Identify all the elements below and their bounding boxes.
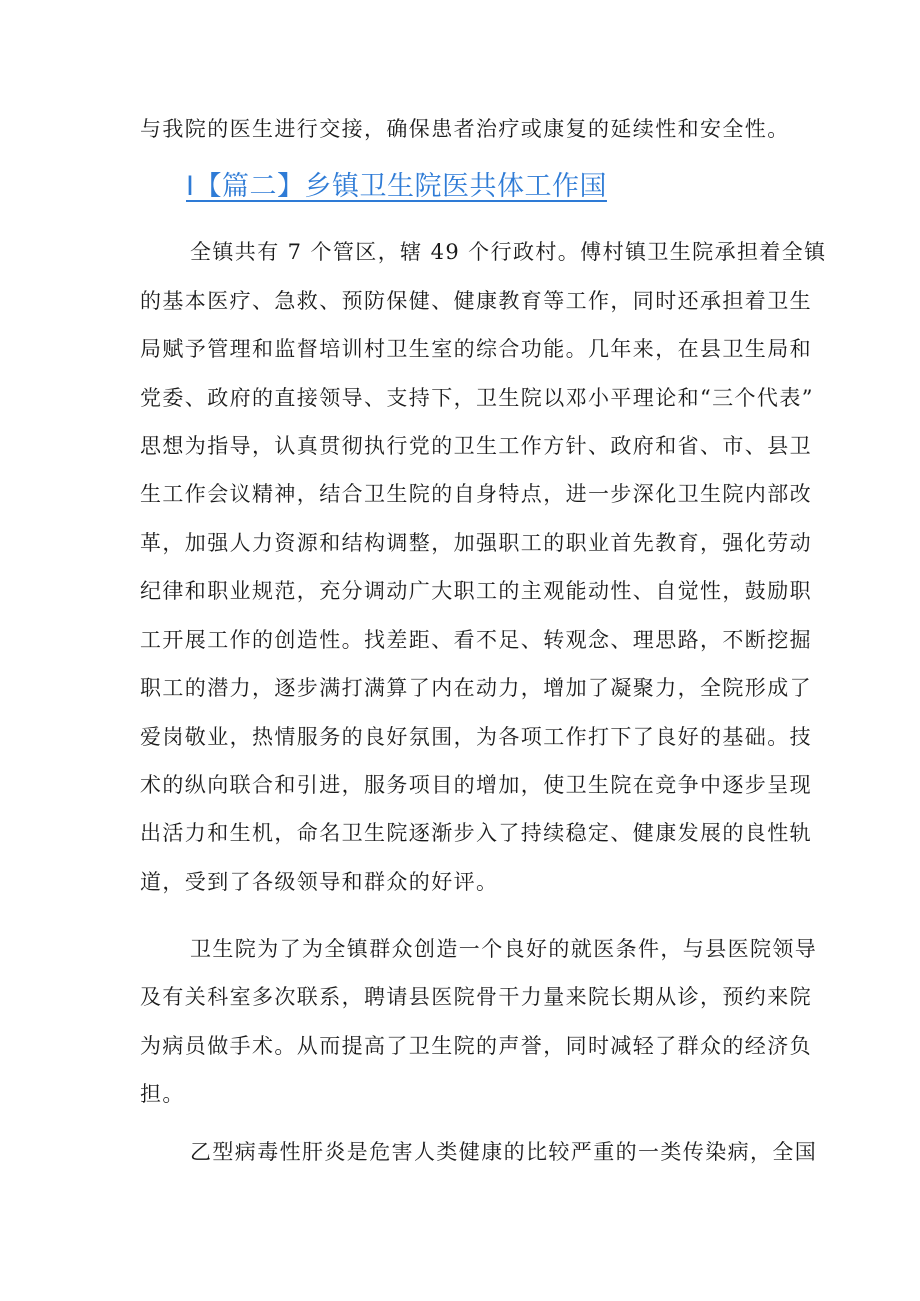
paragraph-line: 生工作会议精神，结合卫生院的自身特点，进一步深化卫生院内部改 <box>140 482 812 506</box>
paragraph-line: 术的纵向联合和引进，服务项目的增加，使卫生院在竞争中逐步呈现 <box>140 773 812 797</box>
paragraph-line: 担。 <box>140 1082 185 1106</box>
section-heading[interactable]: I【篇二】乡镇卫生院医共体工作国 <box>186 171 607 202</box>
intro-line: 与我院的医生进行交接，确保患者治疗或康复的延续性和安全性。 <box>140 117 790 141</box>
paragraph-line: 道，受到了各级领导和群众的好评。 <box>140 870 499 894</box>
paragraph-line: 局赋予管理和监督培训村卫生室的综合功能。几年来，在县卫生局和 <box>140 337 812 361</box>
paragraph-line: 爱岗敬业，热情服务的良好氛围，为各项工作打下了良好的基础。技 <box>140 725 812 749</box>
paragraph-line: 党委、政府的直接领导、支持下，卫生院以邓小平理论和“三个代表” <box>140 386 814 410</box>
paragraph-line: 的基本医疗、急救、预防保健、健康教育等工作，同时还承担着卫生 <box>140 289 812 313</box>
paragraph-line: 职工的潜力，逐步满打满算了内在动力，增加了凝聚力，全院形成了 <box>140 676 812 700</box>
paragraph-line: 及有关科室多次联系，聘请县医院骨干力量来院长期从诊，预约来院 <box>140 985 812 1009</box>
paragraph-line: 思想为指导，认真贯彻执行党的卫生工作方针、政府和省、市、县卫 <box>140 434 812 458</box>
paragraph-line: 出活力和生机，命名卫生院逐渐步入了持续稳定、健康发展的良性轨 <box>140 821 812 845</box>
paragraph-line: 革，加强人力资源和结构调整，加强职工的职业首先教育，强化劳动 <box>140 531 812 555</box>
paragraph-line: 卫生院为了为全镇群众创造一个良好的就医条件，与县医院领导 <box>190 937 818 961</box>
paragraph-line: 为病员做手术。从而提高了卫生院的声誉，同时减轻了群众的经济负 <box>140 1034 812 1058</box>
paragraph-line: 工开展工作的创造性。找差距、看不足、转观念、理思路，不断挖掘 <box>140 628 812 652</box>
paragraph-line: 乙型病毒性肝炎是危害人类健康的比较严重的一类传染病，全国 <box>190 1140 818 1164</box>
paragraph-line: 全镇共有 7 个管区，辖 49 个行政村。傅村镇卫生院承担着全镇 <box>190 240 827 264</box>
paragraph-line: 纪律和职业规范，充分调动广大职工的主观能动性、自觉性，鼓励职 <box>140 579 812 603</box>
